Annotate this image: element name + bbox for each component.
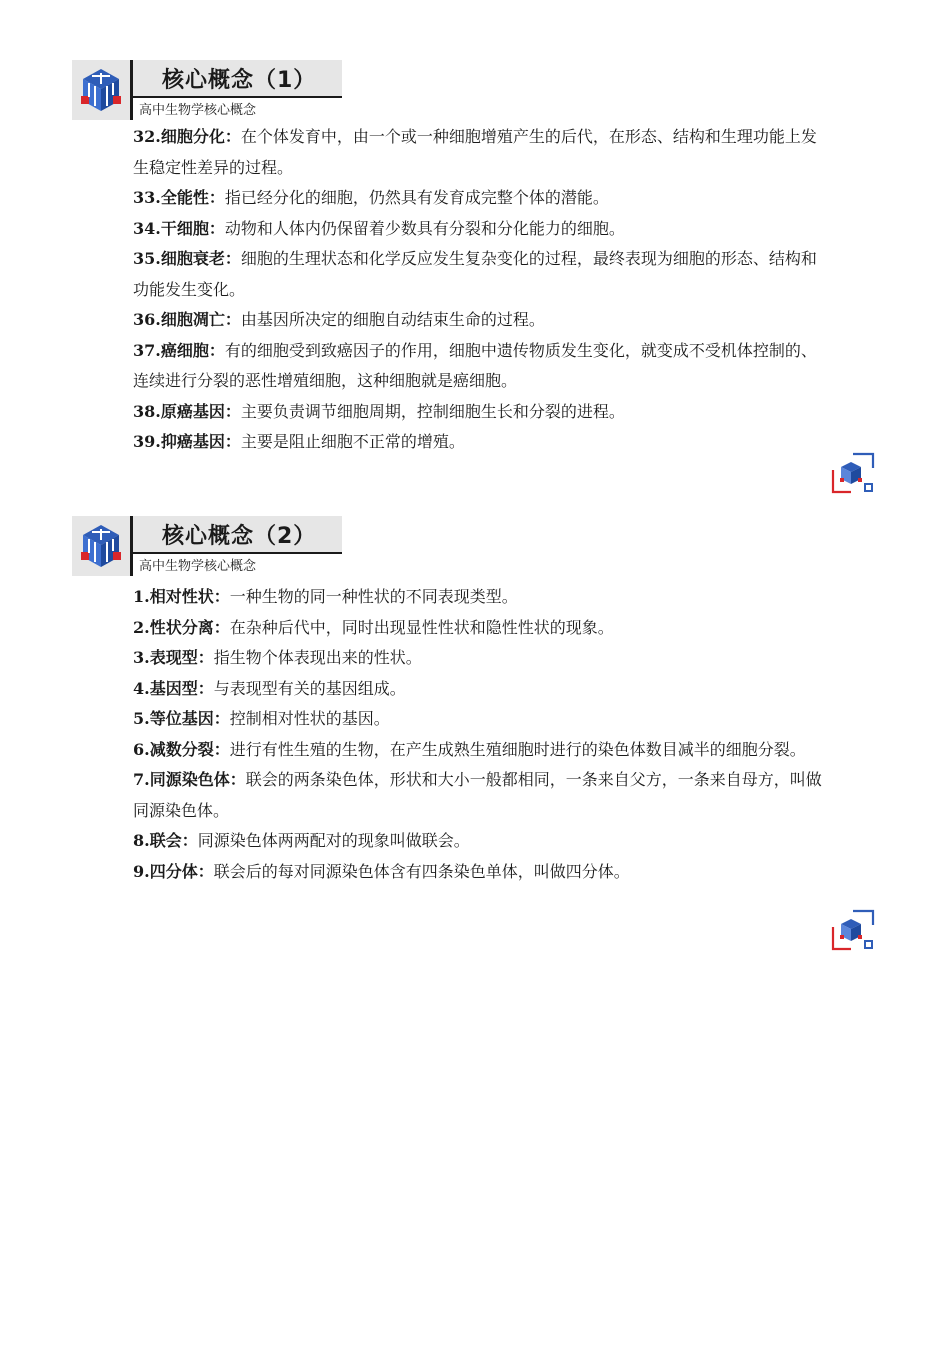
item-definition: 控制相对性状的基因。	[229, 709, 390, 728]
item-colon: ：	[208, 340, 225, 360]
item-definition: 有的细胞受到致癌因子的作用，细胞中遗传物质发生变化，就变成不受机体控制的、连续进行分裂的恶性增殖细胞，这种细胞就是癌细胞。	[133, 340, 817, 390]
item-term: 全能性	[160, 188, 209, 207]
item-colon: ：	[213, 739, 230, 759]
item-colon: ：	[181, 831, 198, 850]
item-definition: 由基因所决定的细胞自动结束生命的过程。	[240, 310, 545, 329]
concept-item	[133, 765, 823, 826]
concept-item	[133, 397, 823, 428]
concept-item	[133, 857, 823, 888]
item-term: 联会	[149, 831, 182, 850]
item-term: 相对性状	[149, 587, 214, 606]
header-underline	[133, 96, 342, 98]
item-number: 36.	[133, 310, 161, 329]
concept-list	[133, 122, 823, 458]
item-term: 细胞凋亡	[160, 310, 225, 329]
item-number: 37.	[133, 340, 161, 360]
item-term: 基因型	[149, 678, 198, 698]
section-header	[72, 60, 342, 120]
item-number: 33.	[133, 188, 161, 207]
item-definition: 与表现型有关的基因组成。	[213, 678, 406, 698]
concept-item	[133, 336, 823, 397]
item-number: 6.	[133, 739, 150, 759]
item-number: 3.	[133, 648, 150, 667]
item-term: 细胞衰老	[160, 249, 225, 268]
concept-list	[133, 582, 823, 887]
concept-item	[133, 643, 823, 674]
item-colon: ：	[224, 127, 241, 146]
section-subtitle: 高中生物学核心概念	[139, 103, 257, 118]
item-term: 干细胞	[160, 218, 209, 238]
item-term: 同源染色体	[149, 770, 230, 789]
concept-item	[133, 305, 823, 336]
concept-item	[133, 122, 823, 183]
cube-corner-icon	[831, 452, 875, 494]
item-definition: 指已经分化的细胞，仍然具有发育成完整个体的潜能。	[224, 188, 609, 207]
logo-box	[72, 516, 130, 576]
concept-item	[133, 826, 823, 857]
item-definition: 进行有性生殖的生物，在产生成熟生殖细胞时进行的染色体数目减半的细胞分裂。	[229, 739, 806, 759]
item-term: 减数分裂	[149, 739, 214, 759]
item-colon: ：	[213, 587, 230, 606]
item-number: 39.	[133, 432, 161, 451]
section-title: 核心概念（1）	[162, 68, 317, 93]
item-term: 癌细胞	[160, 340, 209, 360]
item-colon: ：	[224, 432, 241, 451]
item-number: 38.	[133, 401, 161, 421]
section-subtitle: 高中生物学核心概念	[139, 559, 257, 574]
concept-item	[133, 674, 823, 705]
section-header	[72, 516, 342, 576]
header-divider	[130, 516, 133, 576]
item-colon: ：	[208, 188, 225, 207]
concept-item	[133, 735, 823, 766]
item-colon: ：	[229, 770, 246, 789]
item-term: 性状分离	[149, 617, 214, 637]
cube-corner-icon	[831, 909, 875, 951]
item-term: 原癌基因	[160, 401, 225, 421]
item-definition: 细胞的生理状态和化学反应发生复杂变化的过程，最终表现为细胞的形态、结构和功能发生变化。	[133, 249, 817, 299]
item-term: 等位基因	[149, 709, 214, 728]
item-colon: ：	[197, 861, 214, 881]
concept-item	[133, 582, 823, 613]
cube-logo-icon	[72, 60, 130, 120]
item-number: 1.	[133, 587, 150, 606]
item-number: 7.	[133, 770, 150, 789]
item-term: 抑癌基因	[160, 432, 225, 451]
item-colon: ：	[197, 648, 214, 667]
concept-item	[133, 613, 823, 644]
item-colon: ：	[224, 401, 241, 421]
concept-item	[133, 704, 823, 735]
item-number: 34.	[133, 218, 161, 238]
item-colon: ：	[224, 310, 241, 329]
concept-item	[133, 427, 823, 458]
item-number: 2.	[133, 617, 150, 637]
item-colon: ：	[208, 218, 225, 238]
cube-logo-icon	[72, 516, 130, 576]
item-number: 4.	[133, 678, 150, 698]
item-definition: 动物和人体内仍保留着少数具有分裂和分化能力的细胞。	[224, 218, 625, 238]
item-definition: 联会后的每对同源染色体含有四条染色单体，叫做四分体。	[213, 861, 630, 881]
item-term: 细胞分化	[160, 127, 225, 146]
item-definition: 同源染色体两两配对的现象叫做联会。	[197, 831, 470, 850]
item-definition: 在个体发育中，由一个或一种细胞增殖产生的后代，在形态、结构和生理功能上发生稳定性差异的过程。	[133, 127, 817, 177]
item-definition: 主要负责调节细胞周期，控制细胞生长和分裂的进程。	[240, 401, 625, 421]
item-colon: ：	[213, 709, 230, 728]
item-colon: ：	[224, 249, 241, 268]
item-definition: 指生物个体表现出来的性状。	[213, 648, 422, 667]
logo-box	[72, 60, 130, 120]
item-number: 32.	[133, 127, 161, 146]
item-definition: 联会的两条染色体，形状和大小一般都相同，一条来自父方，一条来自母方，叫做同源染色体。	[133, 770, 822, 820]
section-title: 核心概念（2）	[162, 524, 317, 549]
item-colon: ：	[213, 617, 230, 637]
header-underline	[133, 552, 342, 554]
concept-item	[133, 244, 823, 305]
item-colon: ：	[197, 678, 214, 698]
item-term: 表现型	[149, 648, 198, 667]
item-term: 四分体	[149, 861, 198, 881]
item-number: 8.	[133, 831, 150, 850]
item-number: 9.	[133, 861, 150, 881]
item-number: 5.	[133, 709, 150, 728]
item-definition: 主要是阻止细胞不正常的增殖。	[240, 432, 465, 451]
item-number: 35.	[133, 249, 161, 268]
concept-item	[133, 183, 823, 214]
item-definition: 在杂种后代中，同时出现显性性状和隐性性状的现象。	[229, 617, 614, 637]
item-definition: 一种生物的同一种性状的不同表现类型。	[229, 587, 518, 606]
concept-item	[133, 214, 823, 245]
header-divider	[130, 60, 133, 120]
